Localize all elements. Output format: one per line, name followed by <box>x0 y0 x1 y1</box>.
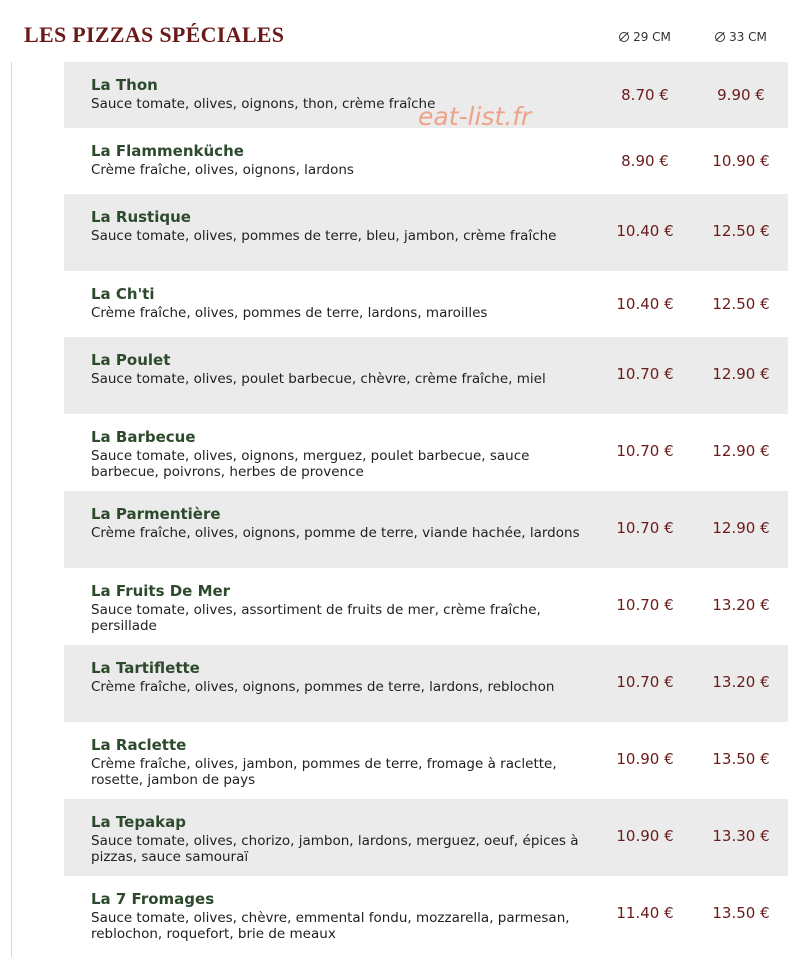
pizza-description: Crème fraîche, olives, oignons, pomme de terre, viande hachée, lardons <box>91 525 580 541</box>
menu-header <box>0 0 800 62</box>
pizza-name: La Rustique <box>91 208 191 226</box>
pizza-description: Sauce tomate, olives, oignons, merguez, poulet barbecue, sauce barbecue, poivrons, herbes de provence <box>91 448 530 480</box>
pizza-description: Sauce tomate, olives, poulet barbecue, chèvre, crème fraîche, miel <box>91 371 546 387</box>
table-row <box>64 568 788 645</box>
pizza-name: La Tepakap <box>91 813 187 831</box>
pizza-description: Sauce tomate, olives, oignons, thon, crème fraîche <box>91 96 436 112</box>
size-33-label: 33 CM <box>729 30 767 44</box>
price-33cm: 12.90 € <box>712 365 770 383</box>
price-29cm: 11.40 € <box>616 904 674 922</box>
diameter-icon <box>619 32 629 42</box>
pizza-description: Crème fraîche, olives, jambon, pommes de terre, fromage à raclette, rosette, jambon de pays <box>91 756 557 788</box>
pizza-name: La Parmentière <box>91 505 221 523</box>
pizza-name: La Tartiflette <box>91 659 200 677</box>
price-29cm: 10.40 € <box>616 222 674 240</box>
price-29cm: 10.40 € <box>616 295 674 313</box>
price-33cm: 12.50 € <box>712 222 770 240</box>
table-row <box>64 645 788 722</box>
price-33cm: 10.90 € <box>712 152 770 170</box>
pizza-name: La 7 Fromages <box>91 890 215 908</box>
price-33cm: 13.30 € <box>712 827 770 845</box>
pizza-description: Crème fraîche, olives, oignons, lardons <box>91 162 354 178</box>
price-33cm: 13.50 € <box>712 750 770 768</box>
price-29cm: 10.90 € <box>616 750 674 768</box>
pizza-name: La Barbecue <box>91 428 196 446</box>
pizza-name: La Flammenküche <box>91 142 244 160</box>
pizza-name: La Ch'ti <box>91 285 155 303</box>
price-33cm: 12.90 € <box>712 519 770 537</box>
price-29cm: 10.70 € <box>616 442 674 460</box>
pizza-description: Crème fraîche, olives, pommes de terre, lardons, maroilles <box>91 305 488 321</box>
price-33cm: 13.50 € <box>712 904 770 922</box>
table-row <box>64 799 788 876</box>
pizza-name: La Fruits De Mer <box>91 582 231 600</box>
diameter-icon <box>715 32 725 42</box>
price-33cm: 12.90 € <box>712 442 770 460</box>
pizza-description: Sauce tomate, olives, chèvre, emmental fondu, mozzarella, parmesan, reblochon, roquefort, brie de meaux <box>91 910 570 942</box>
price-29cm: 10.70 € <box>616 673 674 691</box>
table-row <box>64 491 788 568</box>
table-row <box>64 414 788 491</box>
table-row <box>64 722 788 799</box>
table-row <box>64 271 788 337</box>
pizza-name: La Thon <box>91 76 158 94</box>
price-33cm: 9.90 € <box>717 86 765 104</box>
left-divider <box>11 62 12 957</box>
pizza-description: Sauce tomate, olives, chorizo, jambon, lardons, merguez, oeuf, épices à pizzas, sauce samouraï <box>91 833 579 865</box>
price-33cm: 13.20 € <box>712 673 770 691</box>
price-29cm: 10.70 € <box>616 596 674 614</box>
size-29-header <box>600 30 690 44</box>
price-29cm: 8.70 € <box>621 86 669 104</box>
table-row <box>64 876 788 953</box>
pizza-name: La Raclette <box>91 736 187 754</box>
page-title: LES PIZZAS SPÉCIALES <box>24 22 285 47</box>
price-29cm: 10.90 € <box>616 827 674 845</box>
pizza-description: Sauce tomate, olives, pommes de terre, bleu, jambon, crème fraîche <box>91 228 557 244</box>
pizza-name: La Poulet <box>91 351 171 369</box>
price-33cm: 12.50 € <box>712 295 770 313</box>
price-33cm: 13.20 € <box>712 596 770 614</box>
size-29-label: 29 CM <box>633 30 671 44</box>
price-29cm: 8.90 € <box>621 152 669 170</box>
price-29cm: 10.70 € <box>616 519 674 537</box>
size-33-header <box>696 30 786 44</box>
table-row <box>64 337 788 414</box>
table-row <box>64 128 788 194</box>
watermark: eat-list.fr <box>418 102 532 131</box>
price-29cm: 10.70 € <box>616 365 674 383</box>
table-row <box>64 194 788 271</box>
pizza-description: Sauce tomate, olives, assortiment de fruits de mer, crème fraîche, persillade <box>91 602 541 634</box>
pizza-description: Crème fraîche, olives, oignons, pommes de terre, lardons, reblochon <box>91 679 555 695</box>
